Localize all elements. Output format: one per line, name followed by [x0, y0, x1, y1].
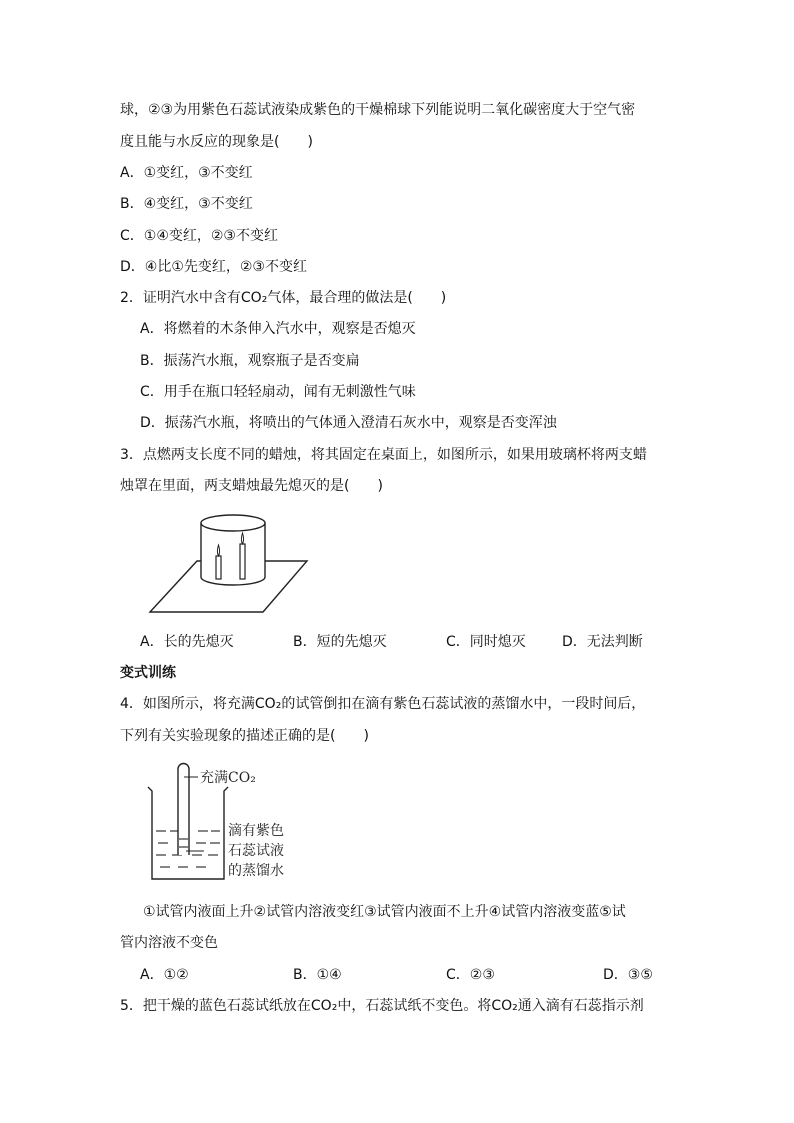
q4-option-a: A．①②: [140, 967, 189, 983]
test-tube-beaker-figure: [140, 757, 305, 887]
figure-label-line1: 滴有紫色: [228, 823, 284, 839]
q1-stem-line2: 度且能与水反应的现象是( ): [120, 134, 313, 150]
q5-stem-line1: 5．把干燥的蓝色石蕊试纸放在CO₂中，石蕊试纸不变色。将CO₂通入滴有石蕊指示剂: [120, 998, 644, 1014]
q4-stem-line2: 下列有关实验现象的描述正确的是( ): [120, 728, 369, 744]
figure-label-line3: 的蒸馏水: [228, 863, 284, 879]
q1-option-c: C．①④变红，②③不变红: [120, 228, 278, 244]
q4-option-c: C．②③: [446, 967, 495, 983]
figure-label-line2: 石蕊试液: [228, 843, 284, 859]
q3-stem-line2: 烛罩在里面，两支蜡烛最先熄灭的是( ): [120, 478, 383, 494]
section-title: 变式训练: [120, 665, 176, 681]
q4-stem-line1: 4．如图所示，将充满CO₂的试管倒扣在滴有紫色石蕊试液的蒸馏水中，一段时间后，: [120, 696, 646, 712]
figure-label-co2: 充满CO₂: [200, 770, 256, 786]
q1-option-a: A．①变红，③不变红: [120, 165, 253, 181]
q3-option-d: D．无法判断: [562, 634, 643, 650]
q2-stem: 2．证明汽水中含有CO₂气体，最合理的做法是( ): [120, 290, 447, 306]
q3-option-c: C．同时熄灭: [446, 634, 526, 650]
q3-option-b: B．短的先熄灭: [293, 634, 387, 650]
q2-option-c: C．用手在瓶口轻轻扇动，闻有无刺激性气味: [140, 384, 416, 400]
q2-option-a: A．将燃着的木条伸入汽水中，观察是否熄灭: [140, 321, 416, 337]
q1-option-d: D．④比①先变红，②③不变红: [120, 259, 307, 275]
q2-option-b: B．振荡汽水瓶，观察瓶子是否变扁: [140, 353, 360, 369]
q3-stem-line1: 3．点燃两支长度不同的蜡烛，将其固定在桌面上，如图所示，如果用玻璃杯将两支蜡: [120, 447, 647, 463]
q3-option-a: A．长的先熄灭: [140, 634, 234, 650]
q1-stem-line1: 球，②③为用紫色石蕊试液染成紫色的干燥棉球下列能说明二氧化碳密度大于空气密: [120, 102, 636, 118]
q4-option-d: D．③⑤: [603, 967, 653, 983]
q2-option-d: D．振荡汽水瓶，将喷出的气体通入澄清石灰水中，观察是否变浑浊: [140, 415, 557, 431]
candles-glass-figure: [145, 505, 310, 615]
q4-statements-line1: ①试管内液面上升②试管内溶液变红③试管内液面不上升④试管内溶液变蓝⑤试: [143, 904, 626, 920]
q1-option-b: B．④变红，③不变红: [120, 196, 253, 212]
q4-option-b: B．①④: [293, 967, 342, 983]
q4-statements-line2: 管内溶液不变色: [120, 935, 218, 951]
